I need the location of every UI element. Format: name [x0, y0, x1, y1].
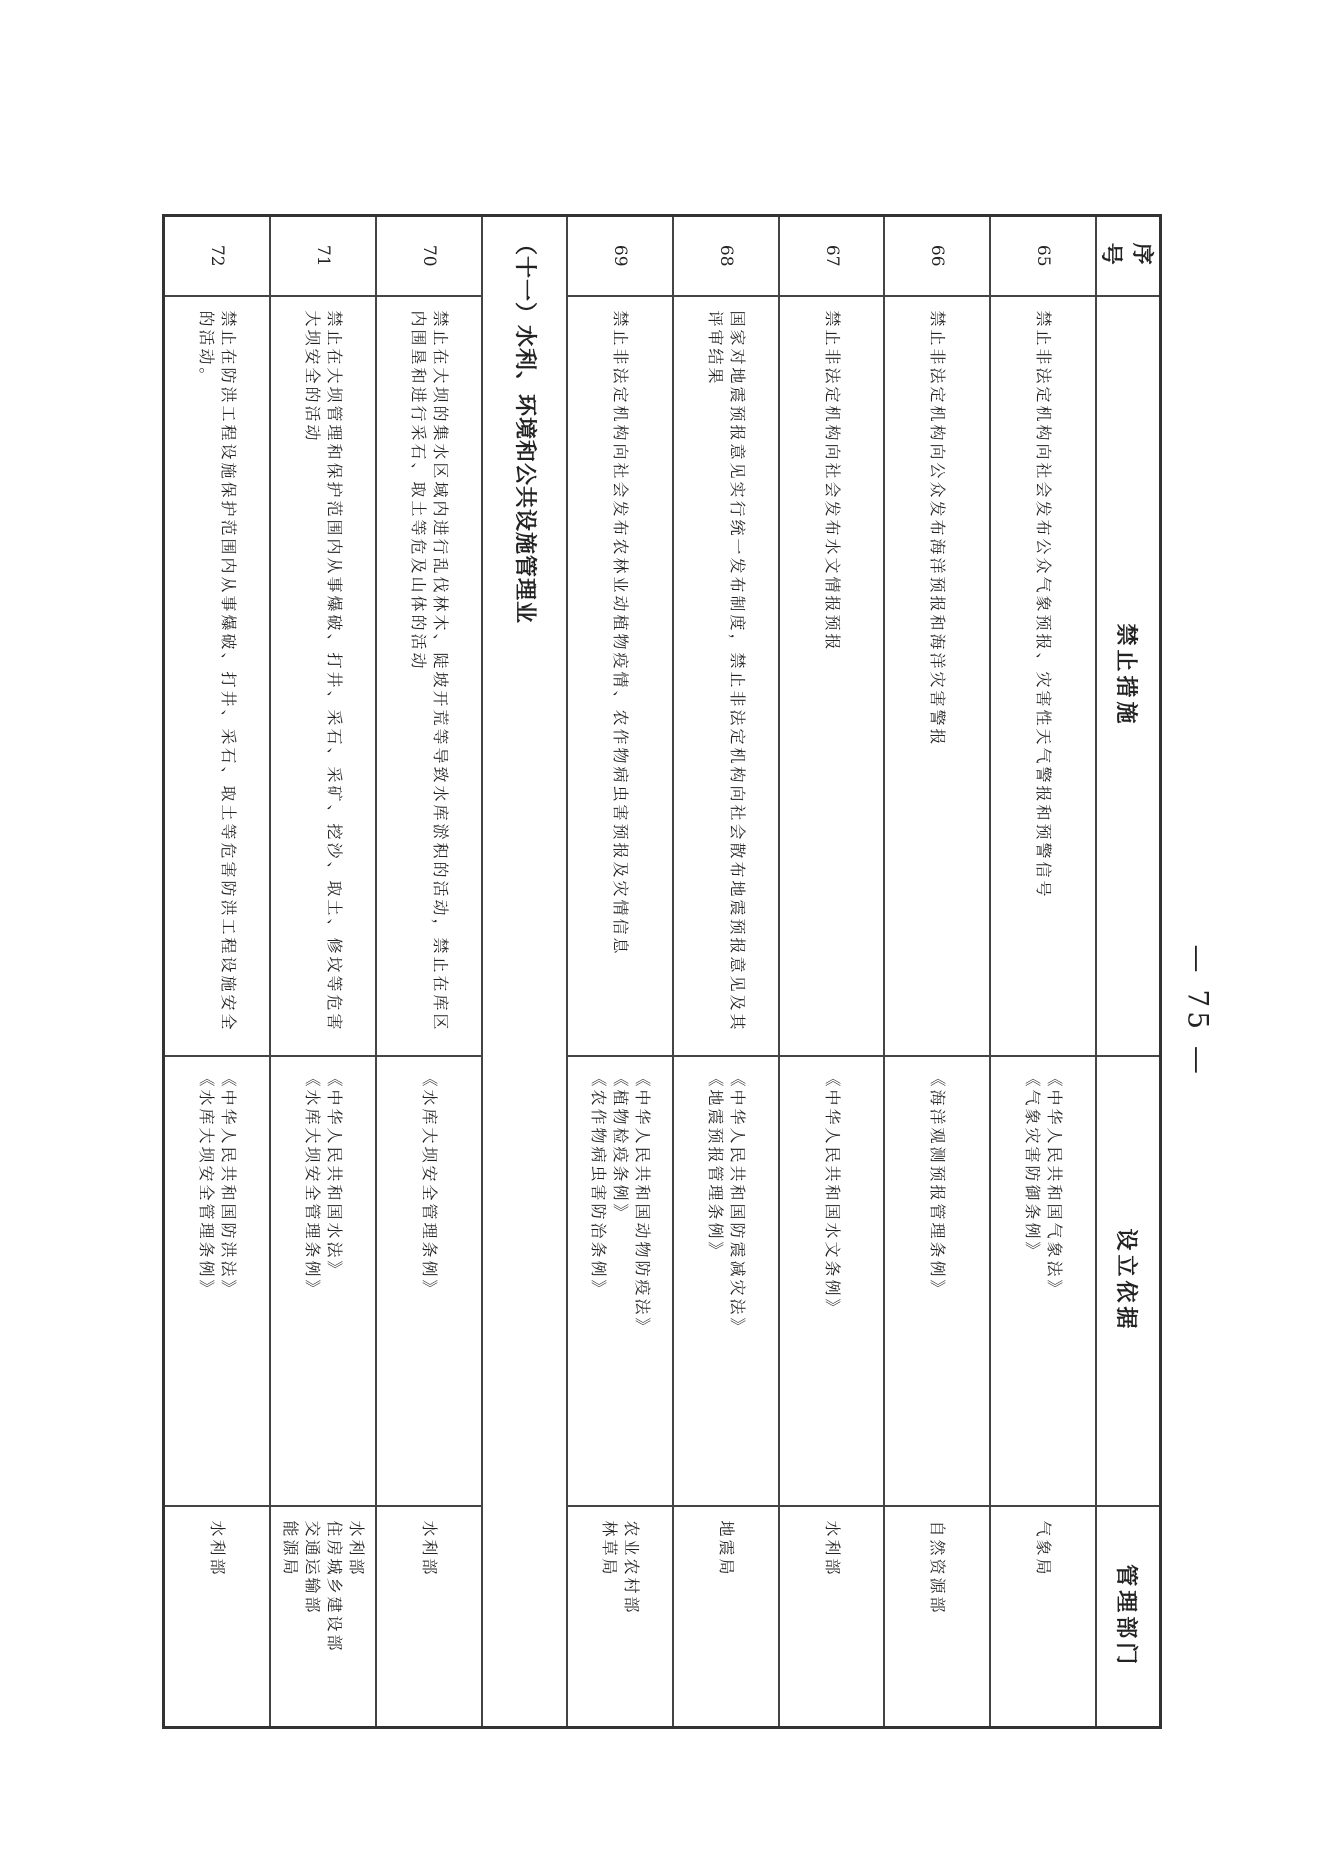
row-seq: 70	[376, 216, 482, 296]
row-dept	[164, 1506, 270, 1728]
basis-line: 《地震预报管理条例》	[705, 1070, 725, 1261]
row-basis	[884, 1056, 990, 1506]
header-measure: 禁止措施	[1096, 296, 1161, 1056]
row-dept	[567, 1506, 673, 1728]
table-row	[376, 216, 482, 1728]
basis-line: 《中华人民共和国水文条例》	[822, 1070, 842, 1318]
row-seq: 72	[164, 216, 270, 296]
table-row	[779, 216, 885, 1728]
row-dept	[779, 1506, 885, 1728]
row-seq: 65	[990, 216, 1096, 296]
dept-line: 水利部	[346, 1520, 366, 1578]
basis-line: 《植物检疫条例》	[610, 1070, 630, 1223]
basis-line: 《中华人民共和国防震减灾法》	[727, 1070, 747, 1337]
dept-line: 住房城乡建设部	[324, 1520, 344, 1654]
section-title: （十一）水利、环境和公共设施管理业	[482, 216, 568, 1728]
dept-line: 水利部	[822, 1520, 842, 1578]
row-basis	[270, 1056, 376, 1506]
row-seq: 66	[884, 216, 990, 296]
row-basis	[164, 1056, 270, 1506]
row-dept	[270, 1506, 376, 1728]
dept-line: 农业农村部	[621, 1520, 641, 1616]
row-basis	[990, 1056, 1096, 1506]
rotated-page-content	[162, 214, 1162, 1726]
basis-line: 《气象灾害防御条例》	[1023, 1070, 1043, 1261]
dept-line: 水利部	[207, 1520, 227, 1578]
row-dept	[376, 1506, 482, 1728]
basis-line: 《农作物病虫害防治条例》	[588, 1070, 608, 1299]
basis-line: 《中华人民共和国水法》	[324, 1070, 344, 1280]
table-header-row	[1096, 216, 1161, 1728]
basis-line: 《海洋观测预报管理条例》	[928, 1070, 948, 1299]
table-row	[990, 216, 1096, 1728]
page-number: — 75 —	[1181, 944, 1215, 1078]
prohibition-measures-table	[162, 214, 1162, 1729]
row-measure: 国家对地震预报意见实行统一发布制度，禁止非法定机构向社会散布地震预报意见及其评审结果	[673, 296, 779, 1056]
basis-line: 《中华人民共和国防洪法》	[218, 1070, 238, 1299]
dept-line: 气象局	[1034, 1520, 1054, 1578]
dept-line: 自然资源部	[928, 1520, 948, 1616]
row-dept	[884, 1506, 990, 1728]
dept-line: 交通运输部	[302, 1520, 322, 1616]
basis-line: 《水库大坝安全管理条例》	[419, 1070, 439, 1299]
row-measure: 禁止非法定机构向社会发布公众气象预报、灾害性天气警报和预警信号	[990, 296, 1096, 1056]
header-basis: 设立依据	[1096, 1056, 1161, 1506]
dept-line: 水利部	[419, 1520, 439, 1578]
row-basis	[376, 1056, 482, 1506]
row-dept	[990, 1506, 1096, 1728]
row-seq: 71	[270, 216, 376, 296]
row-measure: 禁止在大坝管理和保护范围内从事爆破、打井、采石、采矿、挖沙、取土、修坟等危害大坝安全的活动	[270, 296, 376, 1056]
table-row	[673, 216, 779, 1728]
dept-line: 地震局	[716, 1520, 736, 1578]
row-seq: 69	[567, 216, 673, 296]
row-measure: 禁止在防洪工程设施保护范围内从事爆破、打井、采石、取土等危害防洪工程设施安全的活动。	[164, 296, 270, 1056]
row-basis	[567, 1056, 673, 1506]
dept-line: 能源局	[280, 1520, 300, 1578]
row-dept	[673, 1506, 779, 1728]
table-row	[567, 216, 673, 1728]
row-measure: 禁止在大坝的集水区域内进行乱伐林木、陡坡开荒等导致水库淤积的活动，禁止在库区内围垦和进行采石、取土等危及山体的活动	[376, 296, 482, 1056]
basis-line: 《水库大坝安全管理条例》	[196, 1070, 216, 1299]
row-measure: 禁止非法定机构向社会发布水文情报预报	[779, 296, 885, 1056]
section-header-row	[482, 216, 568, 1728]
header-dept: 管理部门	[1096, 1506, 1161, 1728]
header-seq: 序号	[1096, 216, 1161, 296]
row-seq: 67	[779, 216, 885, 296]
row-measure: 禁止非法定机构向社会发布农林业动植物疫情、农作物病虫害预报及灾情信息	[567, 296, 673, 1056]
table-row	[164, 216, 270, 1728]
basis-line: 《中华人民共和国气象法》	[1045, 1070, 1065, 1299]
row-measure: 禁止非法定机构向公众发布海洋预报和海洋灾害警报	[884, 296, 990, 1056]
table-row	[270, 216, 376, 1728]
row-basis	[673, 1056, 779, 1506]
row-basis	[779, 1056, 885, 1506]
row-seq: 68	[673, 216, 779, 296]
table-row	[884, 216, 990, 1728]
basis-line: 《中华人民共和国动物防疫法》	[632, 1070, 652, 1337]
basis-line: 《水库大坝安全管理条例》	[302, 1070, 322, 1299]
dept-line: 林草局	[599, 1520, 619, 1578]
